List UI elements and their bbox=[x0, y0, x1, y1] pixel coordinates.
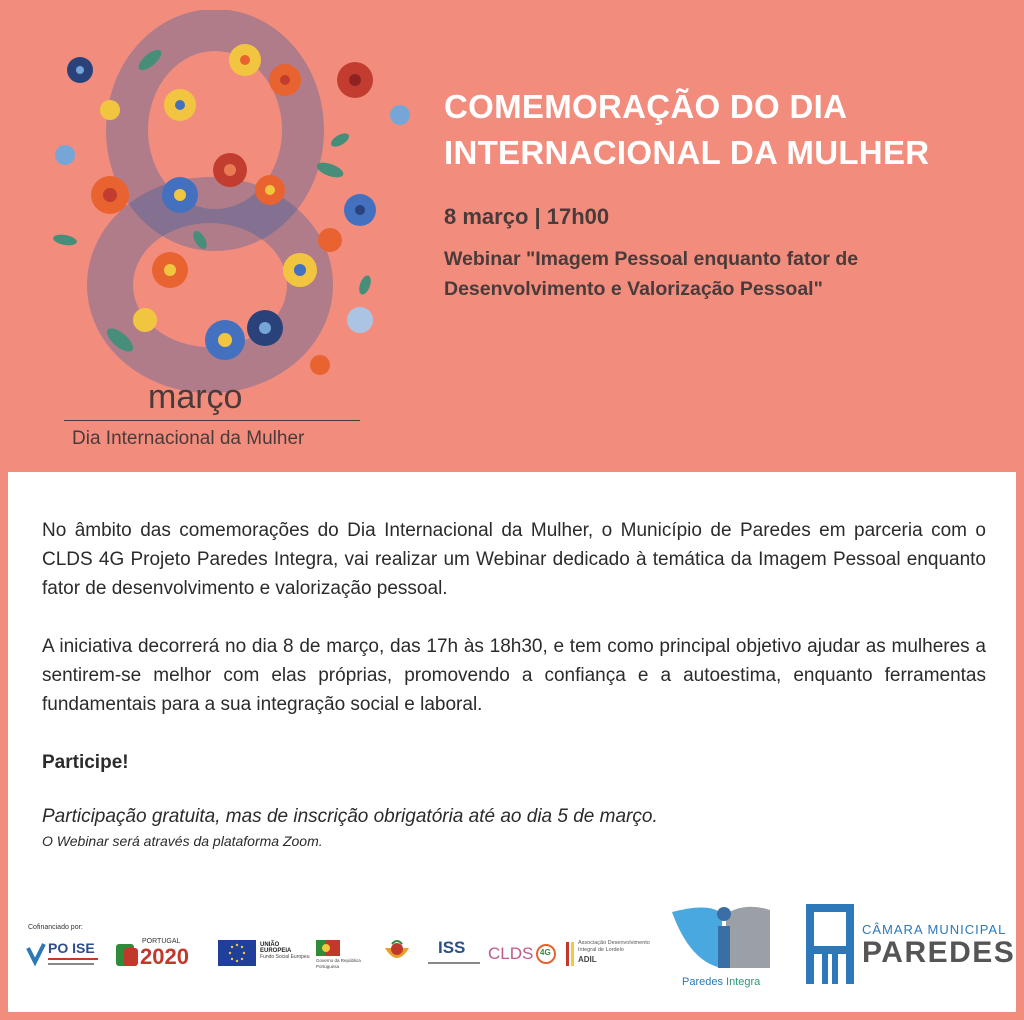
clds-4g-logo: CLDS 4G bbox=[488, 938, 560, 974]
webinar-line-2: Desenvolvimento e Valorização Pessoal" bbox=[444, 278, 823, 300]
iss-logo: ISS bbox=[426, 938, 482, 974]
funding-logos bbox=[26, 938, 666, 978]
governo-portugal-logo: Governo da República Portuguesa bbox=[316, 938, 370, 974]
webinar-line-1: Webinar "Imagem Pessoal enquanto fator de bbox=[444, 248, 859, 270]
body-text bbox=[42, 516, 986, 851]
artwork-caption: Dia Internacional da Mulher bbox=[72, 428, 305, 449]
paredes-integra-label-2: Integra bbox=[726, 976, 761, 988]
paredes-integra-logo bbox=[670, 902, 780, 992]
chair-icon bbox=[800, 902, 860, 986]
month-label: março bbox=[148, 378, 243, 416]
webinar-subtitle bbox=[444, 244, 984, 304]
call-to-action: Participe! bbox=[42, 752, 129, 773]
camara-municipal-logo bbox=[800, 900, 1016, 990]
paragraph-intro: No âmbito das comemorações do Dia Internacional da Mulher, o Município de Paredes em parceria com o CLDS 4G Projeto Paredes Integra, vai realizar um Webinar dedicado à temática da Imagem Pessoal enquanto fator de desenvolvimento e valorização pessoal. bbox=[42, 520, 986, 599]
eu-flag-logo: UNIÃO EUROPEIA Fundo Social Europeu bbox=[218, 938, 310, 974]
poise-logo: PO ISE bbox=[26, 938, 110, 974]
header-section bbox=[0, 0, 1024, 464]
paredes-integra-label: Paredes bbox=[682, 976, 723, 988]
registration-note: Participação gratuita, mas de inscrição obrigatória até ao dia 5 de março. bbox=[42, 806, 658, 827]
divider bbox=[64, 420, 360, 421]
paragraph-details: A iniciativa decorrerá no dia 8 de março, das 17h às 18h30, e tem como principal objetivo ajudar as mulheres a sentirem-se melhor com elas próprias, promovendo a confiança e a autoestima, enquanto ferramentas fundamentais para a sua integração social e laboral. bbox=[42, 636, 986, 715]
date-time: 8 março | 17h00 bbox=[444, 204, 610, 229]
camara-label: CÂMARA MUNICIPAL bbox=[862, 922, 1007, 937]
zoom-note: O Webinar será através da plataforma Zoom. bbox=[42, 833, 323, 849]
page-title bbox=[444, 84, 1004, 176]
paredes-label: PAREDES bbox=[862, 936, 1016, 969]
title-line-2: INTERNACIONAL DA MULHER bbox=[444, 134, 930, 171]
cofinanced-label: Cofinanciado por: bbox=[28, 924, 83, 931]
content-panel bbox=[6, 470, 1018, 1014]
adil-logo: Associação Desenvolvimento Integral de Lordelo ADIL bbox=[566, 938, 666, 974]
portugal-2020-logo: PORTUGAL 2020 bbox=[116, 938, 208, 974]
title-line-1: COMEMORAÇÃO DO DIA bbox=[444, 88, 848, 125]
seguranca-social-logo bbox=[376, 938, 420, 974]
